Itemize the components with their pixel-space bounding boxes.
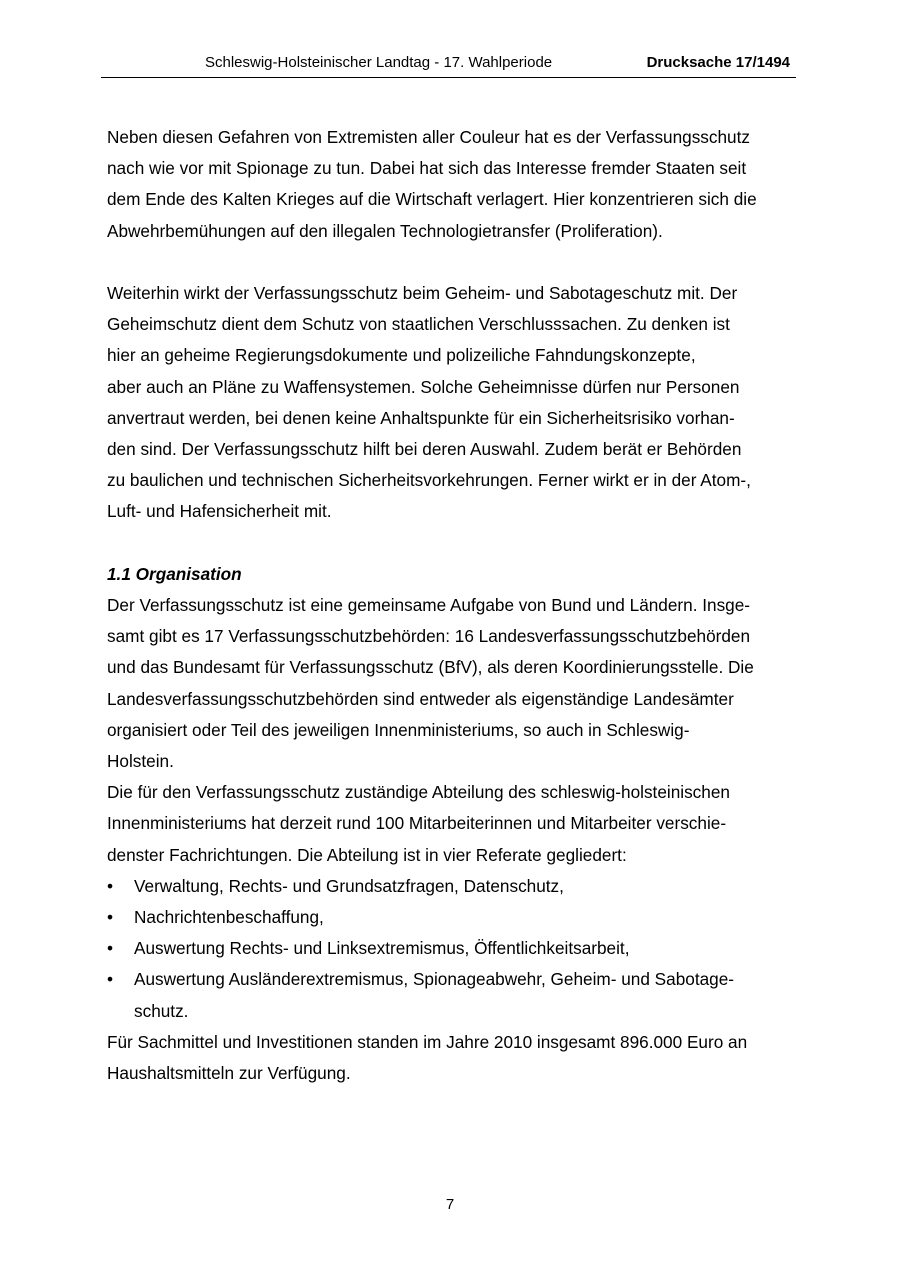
header-doc-number: Drucksache 17/1494 — [646, 54, 790, 71]
text-line: Die für den Verfassungsschutz zuständige Abteilung des schleswig-holsteinischen — [107, 782, 730, 803]
document-body — [107, 122, 807, 1089]
list-item — [107, 902, 807, 933]
paragraph-espionage — [107, 122, 807, 247]
bullet-icon: • — [107, 938, 114, 959]
list-item — [107, 933, 807, 964]
text-line: zu baulichen und technischen Sicherheitsvorkehrungen. Ferner wirkt er in der Atom-, — [107, 470, 751, 491]
text-line: denster Fachrichtungen. Die Abteilung ist in vier Referate gegliedert: — [107, 844, 627, 865]
text-line: Weiterhin wirkt der Verfassungsschutz beim Geheim- und Sabotageschutz mit. Der — [107, 283, 738, 303]
text-line: Haushaltsmitteln zur Verfügung. — [107, 1063, 351, 1084]
list-item-text: Auswertung Ausländerextremismus, Spionageabwehr, Geheim- und Sabotage- — [134, 969, 735, 990]
text-line: dem Ende des Kalten Krieges auf die Wirtschaft verlagert. Hier konzentrieren sich die — [107, 189, 757, 210]
page-number: 7 — [445, 1196, 455, 1213]
text-line: hier an geheime Regierungsdokumente und polizeiliche Fahndungskonzepte, — [107, 345, 696, 366]
text-line: den sind. Der Verfassungsschutz hilft bei deren Auswahl. Zudem berät er Behörden — [107, 439, 742, 460]
list-item — [107, 871, 807, 902]
text-line: nach wie vor mit Spionage zu tun. Dabei hat sich das Interesse fremder Staaten seit — [107, 158, 747, 179]
paragraph-department — [107, 777, 807, 871]
list-item — [107, 964, 807, 1026]
text-line: Abwehrbemühungen auf den illegalen Technologietransfer (Proliferation). — [107, 220, 663, 241]
text-line: organisiert oder Teil des jeweiligen Innenministeriums, so auch in Schleswig- — [107, 719, 690, 740]
list-item-text: Nachrichtenbeschaffung, — [134, 907, 324, 928]
list-item-text: schutz. — [134, 1000, 189, 1021]
page-header — [101, 52, 796, 74]
text-line: Holstein. — [107, 751, 174, 772]
text-line: anvertraut werden, bei denen keine Anhaltspunkte für ein Sicherheitsrisiko vorhan- — [107, 407, 735, 428]
department-list — [107, 871, 807, 1027]
text-line: aber auch an Pläne zu Waffensystemen. Solche Geheimnisse dürfen nur Personen — [107, 376, 740, 397]
paragraph-gap — [107, 528, 807, 559]
bullet-icon: • — [107, 875, 114, 896]
text-line: Innenministeriums hat derzeit rund 100 Mitarbeiterinnen und Mitarbeiter verschie- — [107, 813, 727, 834]
text-line: Für Sachmittel und Investitionen standen im Jahre 2010 insgesamt 896.000 Euro an — [107, 1031, 748, 1052]
text-line: Neben diesen Gefahren von Extremisten aller Couleur hat es der Verfassungsschutz — [107, 127, 750, 147]
paragraph-secret-protection — [107, 278, 807, 528]
list-item-text: Verwaltung, Rechts- und Grundsatzfragen, Datenschutz, — [134, 875, 564, 896]
header-rule — [101, 77, 796, 78]
text-line: und das Bundesamt für Verfassungsschutz (BfV), als deren Koordinierungsstelle. Die — [107, 657, 754, 678]
paragraph-gap — [107, 247, 807, 278]
text-line: Der Verfassungsschutz ist eine gemeinsame Aufgabe von Bund und Ländern. Insge- — [107, 595, 751, 616]
text-line: Luft- und Hafensicherheit mit. — [107, 501, 332, 522]
section-heading: 1.1 Organisation — [107, 563, 242, 584]
bullet-icon: • — [107, 907, 114, 928]
bullet-icon: • — [107, 969, 114, 990]
text-line: Landesverfassungsschutzbehörden sind entweder als eigenständige Landesämter — [107, 688, 734, 709]
header-title: Schleswig-Holsteinischer Landtag - 17. Wahlperiode — [205, 54, 553, 71]
paragraph-budget — [107, 1027, 807, 1089]
text-line: Geheimschutz dient dem Schutz von staatlichen Verschlusssachen. Zu denken ist — [107, 314, 730, 335]
paragraph-organisation — [107, 590, 807, 777]
list-item-text: Auswertung Rechts- und Linksextremismus, Öffentlichkeitsarbeit, — [134, 938, 630, 959]
text-line: samt gibt es 17 Verfassungsschutzbehörden: 16 Landesverfassungsschutzbehörden — [107, 626, 751, 647]
